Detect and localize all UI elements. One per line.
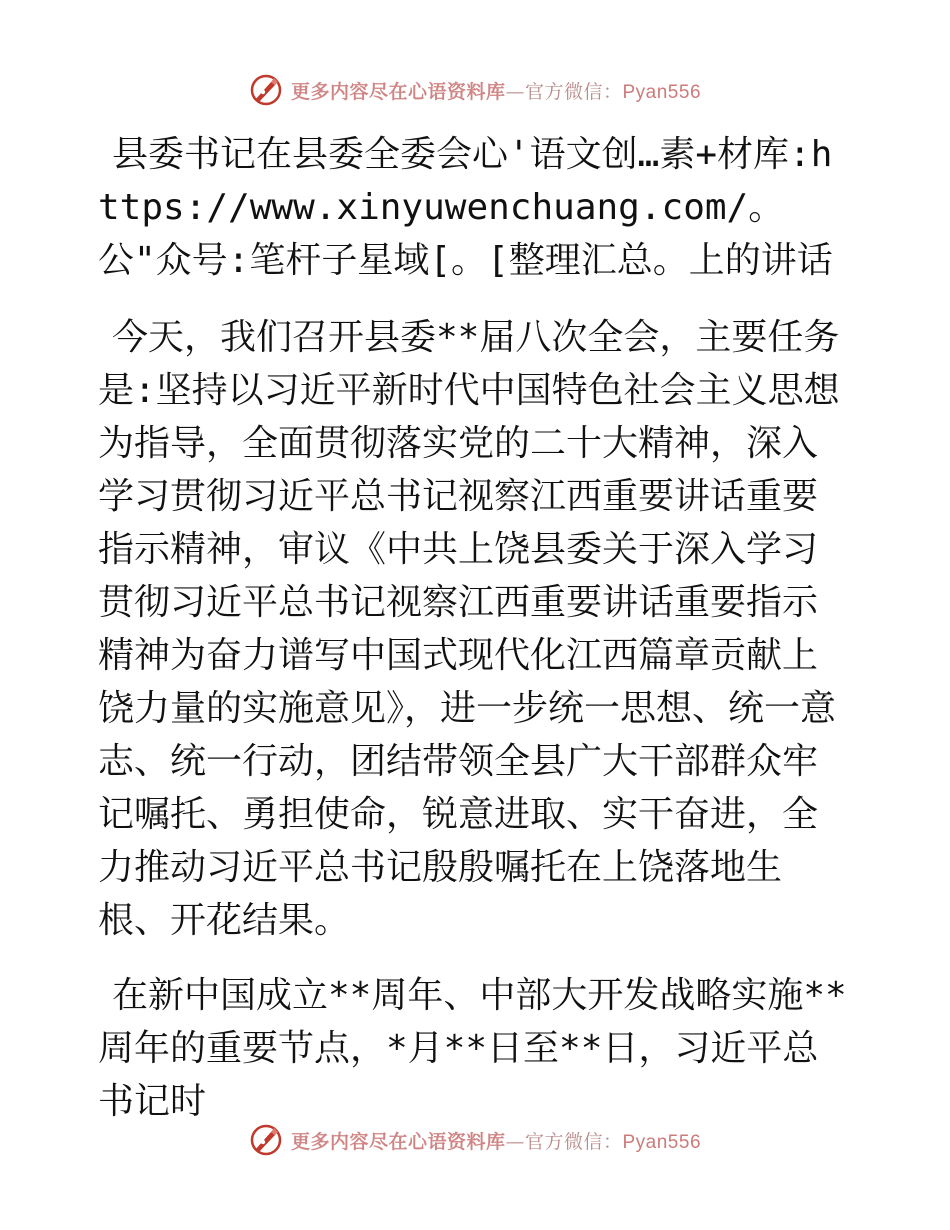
pen-logo-icon [249,73,283,107]
watermark-text: 更多内容尽在心语资料库—官方微信：Pyan556 [290,1130,702,1153]
document-heading: 县委书记在县委全委会心'语文创…素+材库:https://www.xinyuwenchuang.com/。公"众号:笔杆子星域[。[整理汇总。上的讲话 [98,134,833,281]
paragraph-block-1 [98,311,850,947]
paragraph: 在新中国成立**周年、中部大开发战略实施**周年的重要节点，*月**日至**日，习近平总书记时 [98,975,847,1122]
pen-logo-icon [249,1123,283,1157]
document-heading-block [98,128,850,287]
watermark-banner-bottom [0,1120,950,1160]
watermark-text: 更多内容尽在心语资料库—官方微信：Pyan556 [290,80,702,103]
watermark-banner-top [0,70,950,110]
paragraph-block-2 [98,969,850,1128]
paragraph: 今天，我们召开县委**届八次全会，主要任务是:坚持以习近平新时代中国特色社会主义思想为指导，全面贯彻落实党的二十大精神，深入学习贯彻习近平总书记视察江西重要讲话重要指示精神，审议《中共上饶县委关于深入学习贯彻习近平总书记视察江西重要讲话重要指示精神为奋力谱写中国式现代化江西篇章贡献上饶力量的实施意见》，进一步统一思想、统一意志、统一行动，团结带领全县广大干部群众牢记嘱托、勇担使命，锐意进取、实干奋进，全力推动习近平总书记殷殷嘱托在上饶落地生根、开花结果。 [98,317,840,941]
